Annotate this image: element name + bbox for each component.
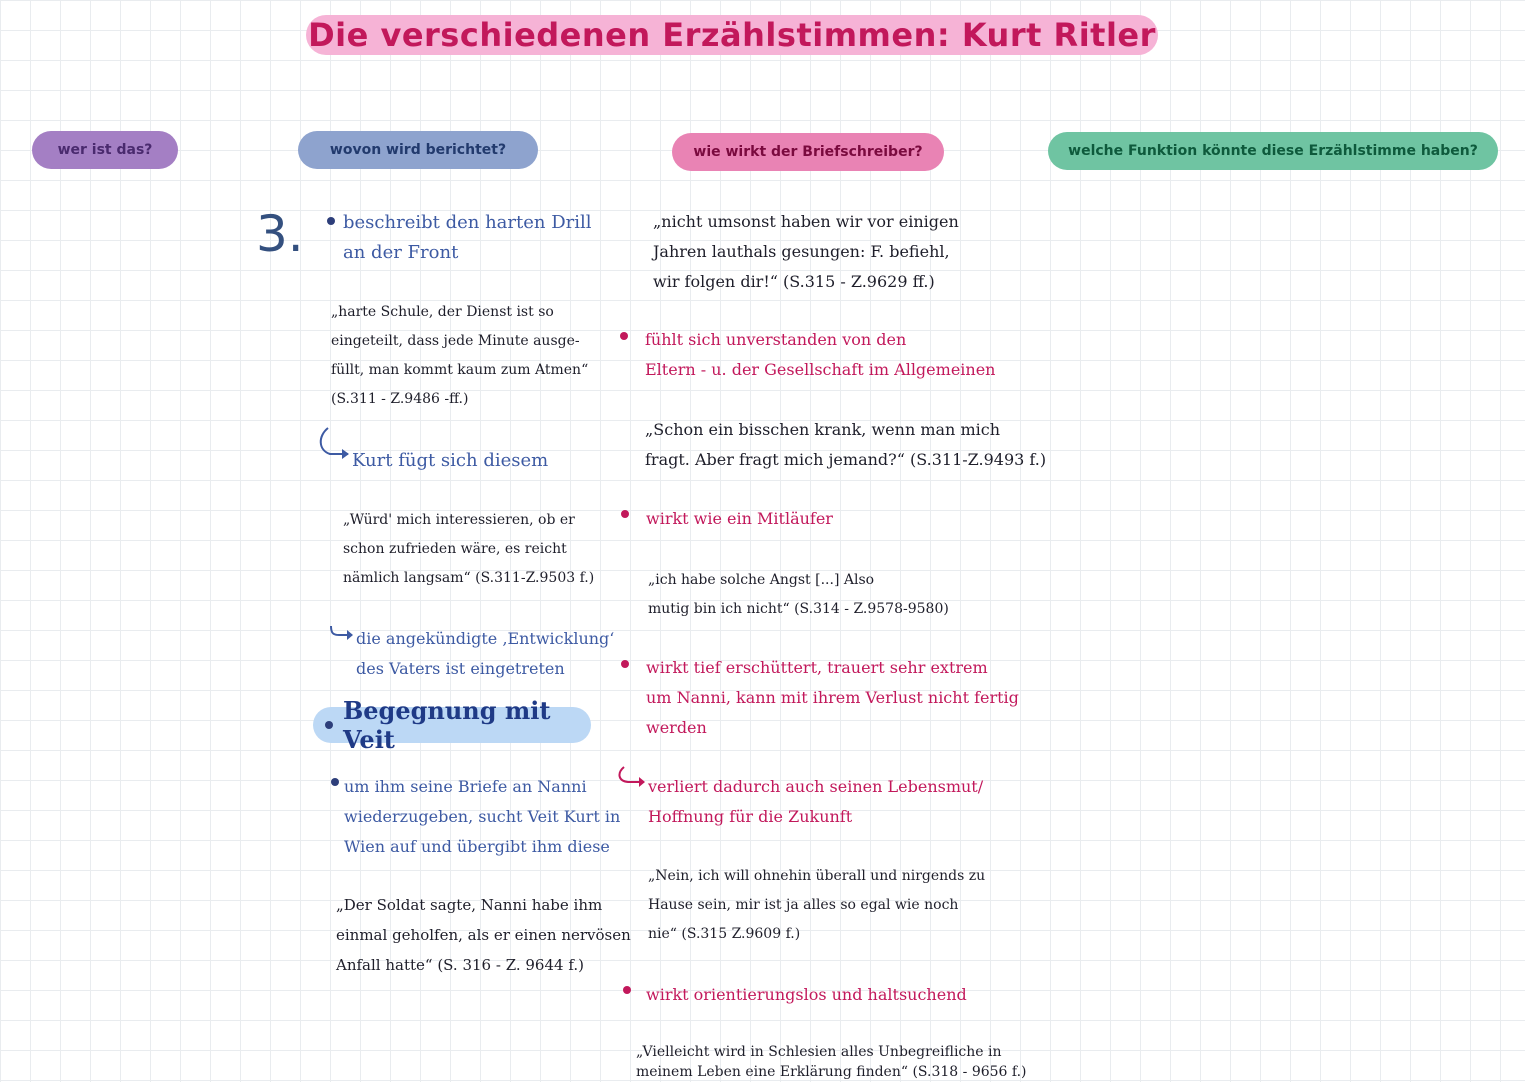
col3-quote-schlesien — [636, 1042, 1027, 1082]
quote-line: mutig bin ich nicht“ (S.314 - Z.9578-9580) — [648, 601, 949, 617]
quote-line: „Der Soldat sagte, Nanni habe ihm — [336, 896, 603, 914]
note-line: an der Front — [343, 242, 459, 263]
col3-quote-angst — [648, 566, 949, 624]
col3-arrow-lebensmut — [648, 772, 983, 832]
quote-line: „Schon ein bisschen krank, wenn man mich — [645, 420, 1000, 439]
note-line: fühlt sich unverstanden von den — [645, 330, 907, 349]
col2-quote-soldat — [336, 890, 631, 980]
quote-line: Anfall hatte“ (S. 316 - Z. 9644 f.) — [336, 956, 584, 974]
note-line: um ihm seine Briefe an Nanni — [344, 777, 587, 796]
col3-bullet-mitlaeufer: wirkt wie ein Mitläufer — [646, 509, 833, 528]
quote-line: füllt, man kommt kaum zum Atmen“ — [331, 362, 589, 378]
quote-line: meinem Leben eine Erklärung finden“ (S.318 - 9656 f.) — [636, 1064, 1027, 1080]
col3-bullet-erschuettert — [646, 653, 1019, 743]
arrow-icon — [328, 624, 356, 642]
quote-line: „Würd' mich interessieren, ob er — [343, 512, 575, 528]
note-line: Wien auf und übergibt ihm diese — [344, 837, 610, 856]
note-line: wirkt tief erschüttert, trauert sehr extrem — [646, 658, 988, 677]
note-line: werden — [646, 718, 707, 737]
quote-line: wir folgen dir!“ (S.315 - Z.9629 ff.) — [653, 272, 935, 291]
note-line: verliert dadurch auch seinen Lebensmut/ — [648, 777, 984, 796]
header-wer-ist-das: wer ist das? — [32, 131, 178, 169]
col2-bullet-briefe — [344, 772, 620, 862]
col2-arrow-entwicklung — [356, 624, 614, 684]
quote-line: fragt. Aber fragt mich jemand?“ (S.311-Z.9493 f.) — [645, 450, 1047, 469]
quote-line: nämlich langsam“ (S.311-Z.9503 f.) — [343, 570, 595, 586]
quote-line: „Nein, ich will ohnehin überall und nirgends zu — [648, 868, 986, 884]
col3-quote-umsonst — [653, 207, 959, 297]
bullet-dot — [331, 778, 339, 786]
bullet-dot — [623, 986, 631, 994]
highlight-label: Begegnung mit Veit — [343, 696, 551, 754]
col2-quote-schule — [331, 298, 588, 414]
header-funktion: welche Funktion könnte diese Erzählstimme haben? — [1048, 132, 1498, 170]
title-banner — [306, 15, 1158, 55]
page-title: Die verschiedenen Erzählstimmen: Kurt Ritler — [308, 16, 1156, 54]
col3-quote-nein — [648, 862, 985, 949]
bullet-dot — [621, 660, 629, 668]
col2-bullet-drill — [343, 208, 592, 268]
col3-bullet-unverstanden — [645, 325, 995, 385]
col3-bullet-orientierungslos: wirkt orientierungslos und haltsuchend — [646, 985, 967, 1004]
highlight-begegnung — [313, 696, 591, 754]
header-wie-wirkt: wie wirkt der Briefschreiber? — [672, 133, 944, 171]
quote-line: „Vielleicht wird in Schlesien alles Unbegreifliche in — [636, 1044, 1002, 1060]
quote-line: einmal geholfen, als er einen nervösen — [336, 926, 631, 944]
arrow-icon — [614, 764, 650, 790]
note-line: Hoffnung für die Zukunft — [648, 807, 853, 826]
col2-arrow-fuegt: Kurt fügt sich diesem — [352, 450, 549, 471]
note-line: wiederzugeben, sucht Veit Kurt in — [344, 807, 621, 826]
quote-line: Jahren lauthals gesungen: F. befiehl, — [653, 242, 950, 261]
note-line: die angekündigte ‚Entwicklung‘ — [356, 629, 615, 648]
quote-line: (S.311 - Z.9486 -ff.) — [331, 391, 469, 407]
section-number: 3. — [256, 205, 304, 263]
quote-line: „harte Schule, der Dienst ist so — [331, 304, 554, 320]
col3-quote-krank — [645, 415, 1046, 475]
note-line: Eltern - u. der Gesellschaft im Allgemeinen — [645, 360, 996, 379]
quote-line: „ich habe solche Angst [...] Also — [648, 572, 875, 588]
quote-line: Hause sein, mir ist ja alles so egal wie noch — [648, 897, 959, 913]
note-line: um Nanni, kann mit ihrem Verlust nicht fertig — [646, 688, 1019, 707]
header-wovon-berichtet: wovon wird berichtet? — [298, 131, 538, 169]
quote-line: eingeteilt, dass jede Minute ausge- — [331, 333, 580, 349]
note-line: des Vaters ist eingetreten — [356, 659, 565, 678]
bullet-dot — [327, 217, 335, 225]
bullet-dot — [621, 510, 629, 518]
bullet-dot — [325, 721, 333, 729]
quote-line: „nicht umsonst haben wir vor einigen — [653, 212, 959, 231]
bullet-dot — [620, 332, 628, 340]
note-line: beschreibt den harten Drill — [343, 212, 592, 233]
quote-line: schon zufrieden wäre, es reicht — [343, 541, 567, 557]
quote-line: nie“ (S.315 Z.9609 f.) — [648, 926, 801, 942]
arrow-icon — [314, 424, 354, 464]
col2-quote-wuerd — [343, 506, 594, 593]
